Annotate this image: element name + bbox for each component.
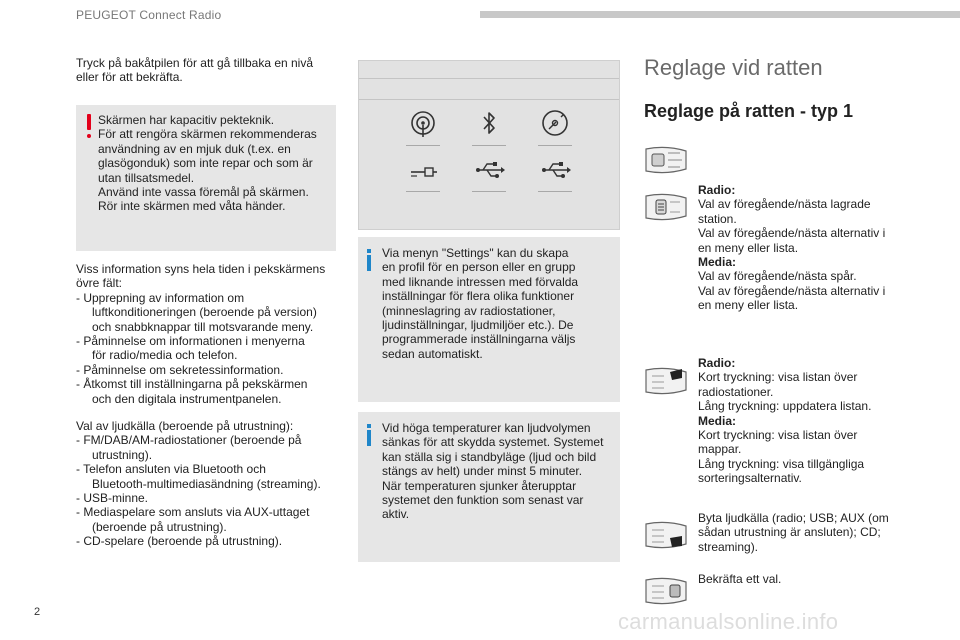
info-text-temperature: Vid höga temperaturer kan ljudvolymen sänkas för att skydda systemet. Systemet kan ställa sig i standbyläge (ljud och bild stängs av helt) under minst 5 minuter. När temperaturen sjunker återupptar systemet den funktion som senast var aktiv. xyxy=(382,421,604,522)
page-number: 2 xyxy=(34,606,41,618)
bluetooth-icon xyxy=(469,104,509,144)
section-subtitle: Reglage på ratten - typ 1 xyxy=(644,101,854,121)
warning-box xyxy=(76,105,336,251)
info-text-settings: Via menyn "Settings" kan du skapa en profil för en person eller en grupp med liknande intressen med förvalda inställningar för flera olika funktioner (minneslagring av radiostationer, ljudinställningar, ljudmiljöer etc.). De programmerade inställningarna väljs sedan automatiskt. xyxy=(382,246,579,361)
steering-press-wheel-icon xyxy=(642,366,690,396)
info-area-text: Viss information syns hela tiden i pekskärmens övre fält: - Upprepning av information om luftkonditioneringen (beroende på version) och snabbknappar till motsvarande meny. - Påminnelse om informationen i menyerna för radio/media och telefon. - Påminnelse om sekretessinformation. - Åtkomst till inställningarna på pekskärmen och den digitala instrumentpanelen. xyxy=(76,262,326,406)
watermark: carmanualsonline.info xyxy=(618,609,839,634)
steering-confirm-button-icon xyxy=(642,576,690,606)
control-desc-2: Radio: Kort tryckning: visa listan över radiostationer. Lång tryckning: uppdatera listan. Media: Kort tryckning: visa listan över mappar. Lång tryckning: visa tillgängliga sorteringsalternativ. xyxy=(698,356,872,486)
radio-icon xyxy=(403,104,443,144)
running-header: PEUGEOT Connect Radio xyxy=(76,8,222,22)
warning-text: Skärmen har kapacitiv pekteknik. För att rengöra skärmen rekommenderas användning av en mjuk duk (t.ex. en glasögonduk) som inte repar och som är utan tillsatsmedel. Använd inte vassa föremål på skärmen. Rör inte skärmen med våta händer. xyxy=(98,113,317,214)
touchscreen-illustration xyxy=(358,60,620,230)
intro-text: Tryck på bakåtpilen för att gå tillbaka en nivå eller för att bekräfta. xyxy=(76,56,314,85)
control-desc-3: Byta ljudkälla (radio; USB; AUX (om sådan utrustning är ansluten); CD; streaming). xyxy=(698,511,889,554)
info-box-settings xyxy=(358,237,620,402)
aux-jack-icon xyxy=(403,150,443,190)
steering-control-icon xyxy=(642,145,690,175)
warning-icon xyxy=(87,114,92,138)
info-box-temperature xyxy=(358,412,620,562)
info-icon xyxy=(367,249,373,271)
cd-icon xyxy=(535,104,575,144)
usb-icon xyxy=(535,150,575,190)
section-title: Reglage vid ratten xyxy=(644,55,823,80)
header-rule xyxy=(480,11,960,18)
usb-icon xyxy=(469,150,509,190)
steering-source-button-icon xyxy=(642,520,690,550)
info-icon xyxy=(367,424,373,446)
control-desc-1: Radio: Val av föregående/nästa lagrade station. Val av föregående/nästa alternativ i en meny eller lista. Media: Val av föregående/nästa spår. Val av föregående/nästa alternativ i en meny eller lista. xyxy=(698,183,886,313)
source-list: Val av ljudkälla (beroende på utrustning): - FM/DAB/AM-radiostationer (beroende på utrustning). - Telefon ansluten via Bluetooth och Bluetooth-multimediasändning (streaming). - USB-minne. - Mediaspelare som ansluts via AUX-uttaget (beroende på utrustning). - CD-spelare (beroende på utrustning). xyxy=(76,419,321,549)
steering-scroll-wheel-icon xyxy=(642,192,690,222)
control-desc-4: Bekräfta ett val. xyxy=(698,572,782,586)
